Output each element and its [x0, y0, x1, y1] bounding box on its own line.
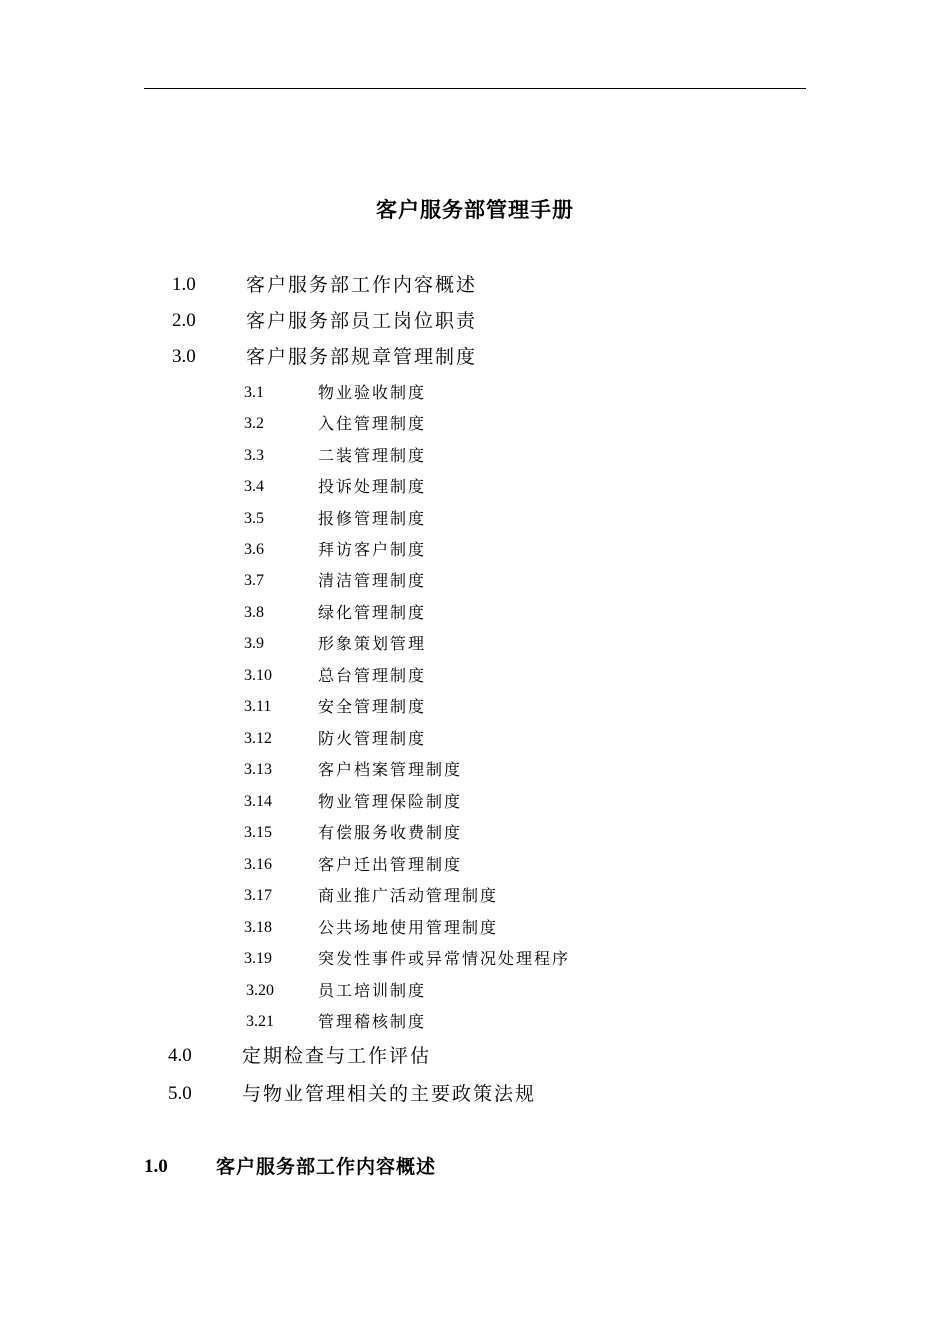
toc-number: 3.17 [244, 887, 272, 904]
toc-label: 绿化管理制度 [318, 603, 427, 622]
toc-number: 3.19 [244, 950, 272, 967]
toc-label: 员工培训制度 [318, 981, 427, 1000]
toc-label: 清洁管理制度 [318, 571, 427, 590]
toc-number: 3.11 [244, 698, 272, 715]
toc-number: 3.10 [244, 667, 272, 684]
toc-number: 3.20 [246, 982, 274, 999]
toc-number: 4.0 [168, 1045, 192, 1066]
toc-label: 拜访客户制度 [318, 540, 427, 559]
toc-label: 总台管理制度 [318, 666, 427, 685]
toc-label: 管理稽核制度 [318, 1012, 427, 1031]
toc-label: 物业验收制度 [318, 383, 427, 402]
toc-number: 5.0 [168, 1083, 192, 1104]
toc-label: 物业管理保险制度 [318, 792, 463, 811]
toc-label: 公共场地使用管理制度 [318, 918, 499, 937]
toc-number: 3.14 [244, 793, 272, 810]
toc-number: 3.8 [244, 604, 264, 621]
toc-number: 2.0 [172, 310, 196, 331]
toc-label: 客户服务部规章管理制度 [246, 346, 478, 368]
toc-label: 有偿服务收费制度 [318, 823, 463, 842]
toc-number: 3.1 [244, 384, 264, 401]
toc-number: 3.4 [244, 478, 264, 495]
toc-number: 3.18 [244, 919, 272, 936]
header-rule [144, 88, 806, 89]
toc-number: 3.5 [244, 510, 264, 527]
toc-label: 防火管理制度 [318, 729, 427, 748]
toc-label: 形象策划管理 [318, 634, 427, 653]
toc-number: 3.2 [244, 415, 264, 432]
toc-label: 二装管理制度 [318, 446, 427, 465]
toc-number: 3.7 [244, 572, 264, 589]
toc-number: 3.16 [244, 856, 272, 873]
toc-label: 投诉处理制度 [318, 477, 427, 496]
toc-label: 定期检查与工作评估 [242, 1045, 432, 1067]
toc-number: 3.21 [246, 1013, 274, 1030]
toc-label: 客户迁出管理制度 [318, 855, 463, 874]
toc-number: 3.12 [244, 730, 272, 747]
toc-number: 3.0 [172, 346, 196, 367]
document-title: 客户服务部管理手册 [376, 197, 574, 222]
toc-label: 商业推广活动管理制度 [318, 886, 499, 905]
toc-label: 客户档案管理制度 [318, 760, 463, 779]
toc-number: 3.6 [244, 541, 264, 558]
toc-label: 客户服务部工作内容概述 [246, 274, 478, 296]
toc-number: 1.0 [172, 274, 196, 295]
toc-label: 与物业管理相关的主要政策法规 [242, 1083, 537, 1105]
toc-number: 3.13 [244, 761, 272, 778]
toc-number: 3.9 [244, 635, 264, 652]
section-number: 1.0 [144, 1156, 168, 1177]
toc-label: 客户服务部员工岗位职责 [246, 310, 478, 332]
toc-label: 入住管理制度 [318, 414, 427, 433]
toc-label: 安全管理制度 [318, 697, 427, 716]
toc-label: 突发性事件或异常情况处理程序 [318, 949, 571, 968]
toc-number: 3.3 [244, 447, 264, 464]
toc-number: 3.15 [244, 824, 272, 841]
toc-label: 报修管理制度 [318, 509, 427, 528]
section-title: 客户服务部工作内容概述 [216, 1156, 437, 1178]
